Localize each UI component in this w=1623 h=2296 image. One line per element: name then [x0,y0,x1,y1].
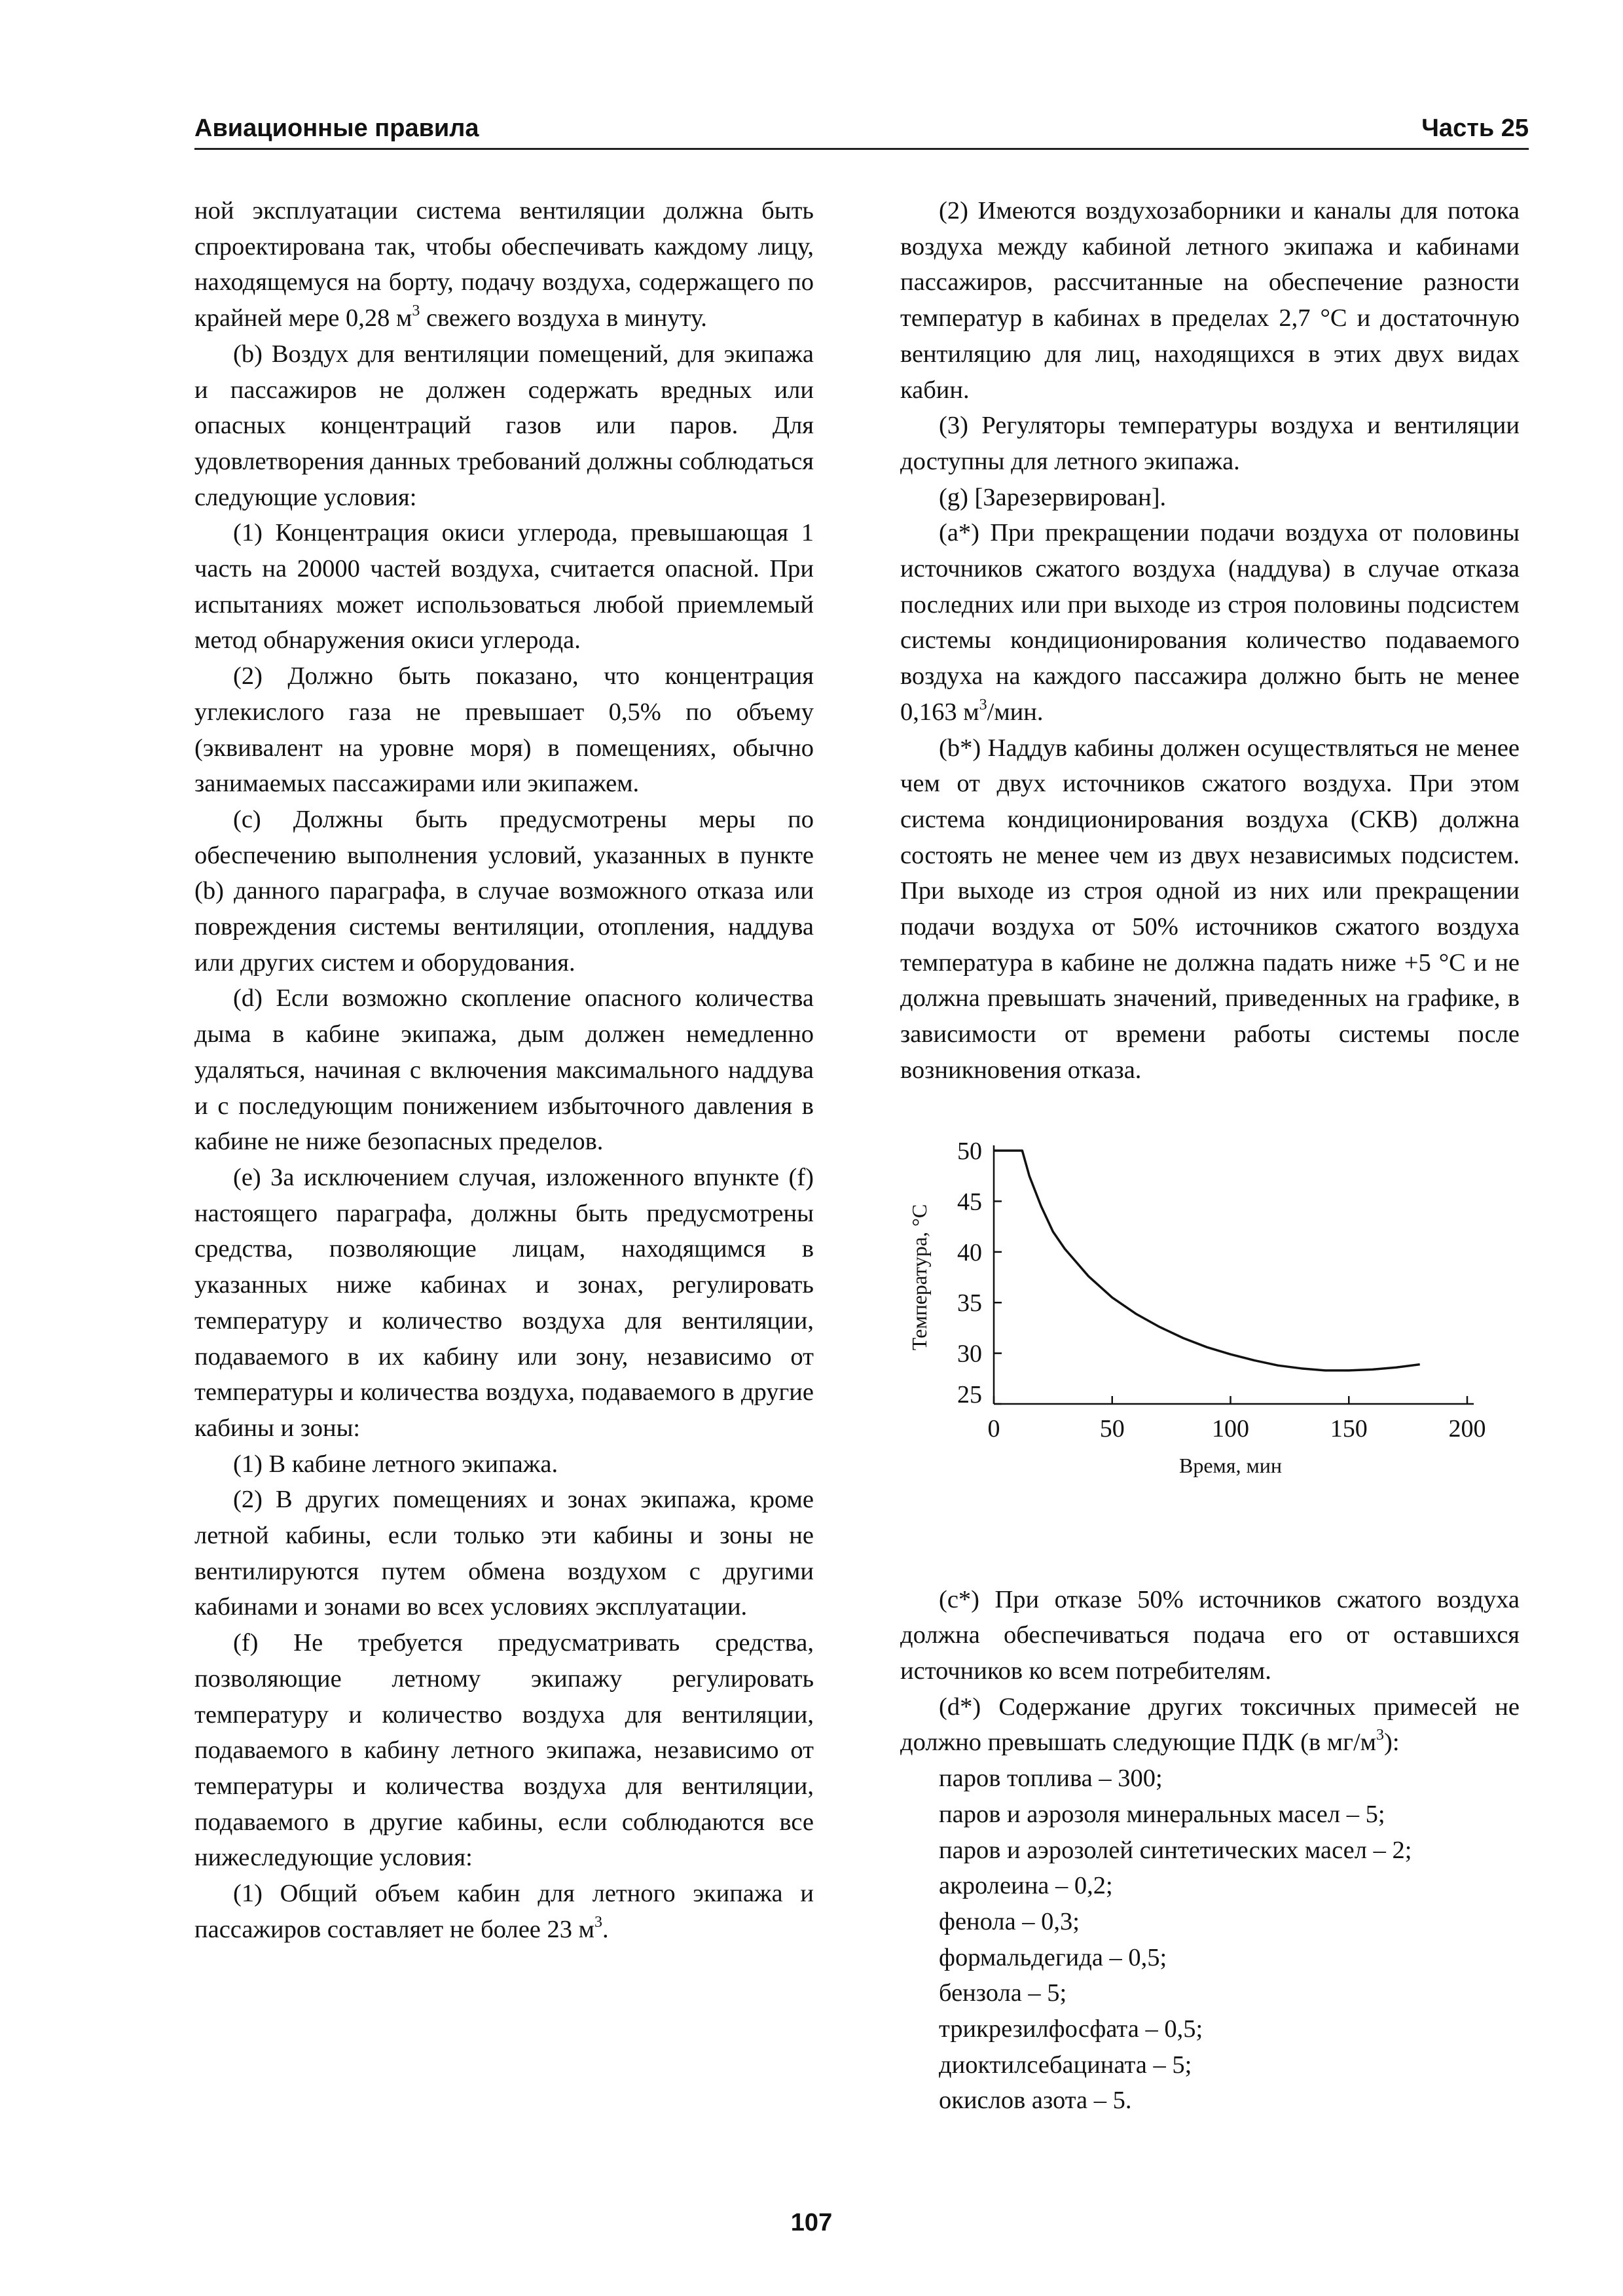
list-item: акролеина – 0,2; [939,1872,1113,1900]
paragraph-a-star: (a*) При прекращении подачи воздуха от половины источников сжатого воздуха (наддува) в случае отказа последних или при выходе из строя половины подсистем системы кондиционирования количество подаваемого воздуха на каждого пассажира должно быть не менее 0,163 $м^3$/мин. [900,519,1520,726]
right-column [900,193,1520,2119]
x-tick-label: 100 [1212,1414,1249,1443]
paragraph-g: (g) [Зарезервирован]. [939,483,1167,511]
y-tick-label: 35 [957,1289,982,1317]
page-number: 107 [790,2209,833,2236]
temperature-curve [994,1151,1420,1371]
list-item: трикрезилфосфата – 0,5; [939,2015,1203,2043]
paragraph-b-1: (1) Концентрация окиси углерода, превышающая 1 часть на 20000 частей воздуха, считается опасной. При испытаниях может использоваться любой приемлемый метод обнаружения окиси углерода. [194,519,814,655]
header-divider [194,148,1529,150]
list-item: диоктилсебацината – 5; [939,2051,1192,2079]
x-tick-label: 150 [1330,1414,1368,1443]
y-axis-label: Температура, °С [907,1204,931,1350]
list-item: фенола – 0,3; [939,1907,1080,1935]
paragraph-c: (c) Должны быть предусмотрены меры по обеспечению выполнения условий, указанных в пункте (b) данного параграфа, в случае возможного отказа или повреждения системы вентиляции, отопления, наддува или других систем и оборудования. [194,805,814,977]
list-item: формальдегида – 0,5; [939,1943,1167,1971]
y-tick-label: 50 [957,1137,982,1165]
y-tick-label: 25 [957,1380,982,1408]
list-item: паров топлива – 300; [939,1765,1163,1793]
running-header-part: Часть 25 [1421,115,1529,142]
paragraph-f-1: (1) Общий объем кабин для летного экипажа и пассажиров составляет не более 23 $м^3$. [194,1880,814,1943]
paragraph-d: (d) Если возможно скопление опасного количества дыма в кабине экипажа, дым должен немедленно удаляться, начиная с включения максимального наддува и с последующим понижением избыточного давления в кабине не ниже безопасных пределов. [194,984,814,1156]
paragraph-e-2: (2) В других помещениях и зонах экипажа, кроме летной кабины, если только эти кабины и зоны не вентилируются путем обмена воздухом с другими кабинами и зонами во всех условиях эксплуатации. [194,1486,814,1621]
y-tick-label: 45 [957,1187,982,1215]
temperature-chart-svg [900,1126,1520,1541]
temperature-chart [900,1126,1520,1541]
list-item: паров и аэрозолей синтетических масел – 2; [939,1836,1412,1864]
list-item: паров и аэрозоля минеральных масел – 5; [939,1800,1385,1828]
paragraph-e: (e) За исключением случая, изложенного впункте (f) настоящего параграфа, должны быть предусмотрены средства, позволяющие лицам, находящимся в указанных ниже кабинах и зонах, регулировать температуру и количество воздуха для вентиляции, подаваемого в их кабину или зону, независимо от температуры и количества воздуха, подаваемого в другие кабины и зоны: [194,1163,814,1442]
x-tick-label: 0 [987,1414,1000,1443]
x-tick-label: 50 [1099,1414,1125,1443]
list-item: окислов азота – 5. [939,2087,1132,2115]
x-axis-label: Время, мин [1178,1453,1283,1477]
paragraph-c-star: (c*) При отказе 50% источников сжатого воздуха должна обеспечиваться подача его от оставшихся источников ко всем потребителям. [900,1585,1520,1685]
paragraph-f-2: (2) Имеются воздухозаборники и каналы для потока воздуха между кабиной летного экипажа и кабинами пассажиров, рассчитанные на обеспечение разности температур в кабинах в пределах 2,7 °С и достаточную вентиляцию для лиц, находящихся в этих двух видах кабин. [900,197,1520,404]
paragraph-b: (b) Воздух для вентиляции помещений, для экипажа и пассажиров не должен содержать вредных или опасных концентраций газов или паров. Для удовлетворения данных требований должны соблюдаться следующие условия: [194,340,814,511]
left-column [194,193,814,1947]
list-item: бензола – 5; [939,1979,1067,2007]
paragraph-e-1: (1) В кабине летного экипажа. [233,1450,558,1478]
paragraph-f: (f) Не требуется предусматривать средства, позволяющие летному экипажу регулировать температуру и количество воздуха для вентиляции, подаваемого в кабину летного экипажа, независимо от температуры и количества воздуха для вентиляции, подаваемого в другие кабины, если соблюдаются все нижеследующие условия: [194,1629,814,1872]
paragraph-continuation: ной эксплуатации система вентиляции должна быть спроектирована так, чтобы обеспечивать каждому лицу, находящемуся на борту, подачу воздуха, содержащего по крайней мере 0,28 $м^3$ свежего воздуха в минуту. [194,197,814,332]
paragraph-f-3: (3) Регуляторы температуры воздуха и вентиляции доступны для летного экипажа. [900,412,1520,475]
y-tick-label: 40 [957,1238,982,1266]
y-tick-label: 30 [957,1340,982,1368]
paragraph-b-star: (b*) Наддув кабины должен осуществляться не менее чем от двух источников сжатого воздуха. При этом система кондиционирования воздуха (СКВ) должна состоять не менее чем из двух независимых подсистем. При выходе из строя одной из них или прекращении подачи воздуха от 50% источников сжатого воздуха температура в кабине не должна падать ниже +5 °С и не должна превышать значений, приведенных на графике, в зависимости от времени работы системы после возникновения отказа. [900,734,1520,1084]
paragraph-b-2: (2) Должно быть показано, что концентрация углекислого газа не превышает 0,5% по объему (эквивалент на уровне моря) в помещениях, обычно занимаемых пассажирами или экипажем. [194,662,814,798]
running-header-title: Авиационные правила [194,115,479,142]
paragraph-d-star: (d*) Содержание других токсичных примесей не должно превышать следующие ПДК (в $мг/м^3$): [900,1693,1520,1757]
toxic-limits-list [900,1761,1520,2119]
x-tick-label: 200 [1448,1414,1486,1443]
